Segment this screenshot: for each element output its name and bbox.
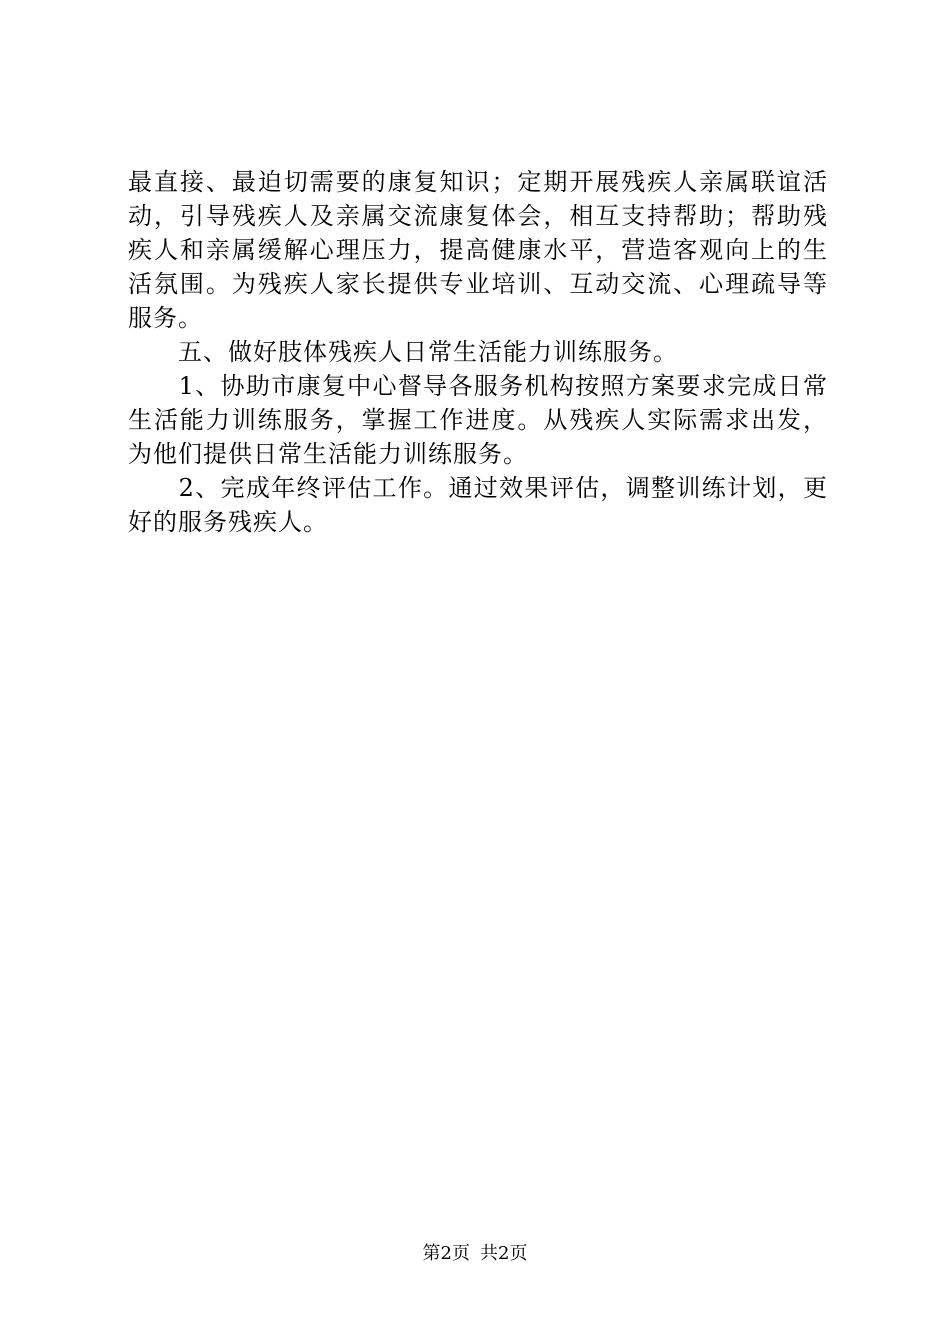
text-line: 1、协助市康复中心督导各服务机构按照方案要求完成日常 [128, 372, 828, 400]
text-line: 为他们提供日常生活能力训练服务。 [128, 440, 528, 468]
text-line: 好的服务残疾人。 [128, 508, 328, 536]
text-line: 2、完成年终评估工作。通过效果评估，调整训练计划，更 [128, 474, 828, 502]
page-footer [0, 1242, 950, 1266]
text-line: 疾人和亲属缓解心理压力，提高健康水平，营造客观向上的生 [128, 236, 828, 264]
text-line: 最直接、最迫切需要的康复知识；定期开展残疾人亲属联谊活 [128, 168, 828, 196]
section-heading: 五、做好肢体残疾人日常生活能力训练服务。 [128, 338, 678, 366]
page-number: 第2页 [422, 1243, 470, 1264]
text-line: 活氛围。为残疾人家长提供专业培训、互动交流、心理疏导等 [128, 270, 828, 298]
text-line: 动，引导残疾人及亲属交流康复体会，相互支持帮助；帮助残 [128, 202, 828, 230]
text-line: 服务。 [128, 304, 203, 332]
page-total: 共2页 [480, 1243, 528, 1264]
body-text [128, 165, 828, 539]
text-line: 生活能力训练服务，掌握工作进度。从残疾人实际需求出发， [128, 406, 828, 434]
